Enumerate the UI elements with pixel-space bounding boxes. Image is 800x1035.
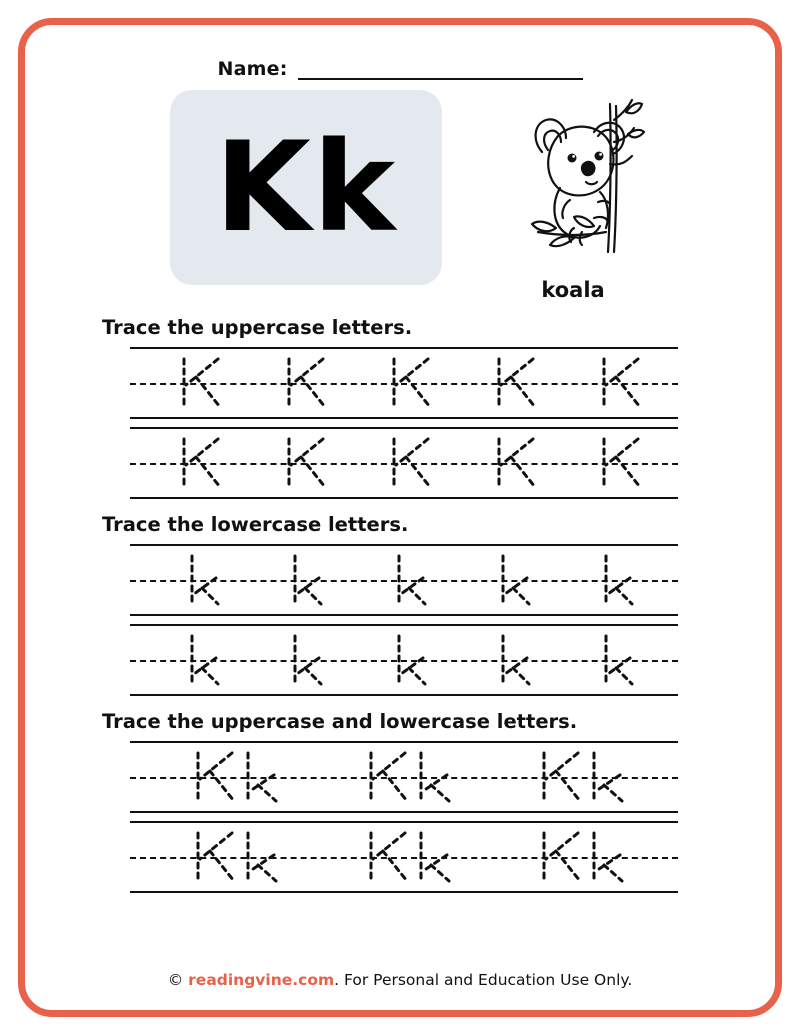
footer-text: . For Personal and Education Use Only.	[334, 971, 633, 989]
trace-row[interactable]	[130, 427, 678, 499]
trace-glyph-slot[interactable]	[471, 630, 561, 690]
koala-icon	[498, 90, 648, 274]
name-label: Name:	[217, 58, 288, 80]
worksheet-content	[18, 18, 782, 1017]
trace-glyph-slot[interactable]	[257, 353, 356, 413]
trace-glyph-slot[interactable]	[574, 630, 664, 690]
trace-glyph-slot[interactable]	[471, 550, 561, 610]
trace-row[interactable]	[130, 821, 678, 893]
trace-glyph-slot[interactable]	[573, 353, 672, 413]
trace-glyph-slot[interactable]	[362, 433, 461, 493]
glyph-strip	[130, 624, 678, 696]
trace-block-mixed	[130, 741, 678, 893]
trace-row[interactable]	[130, 624, 678, 696]
trace-glyph-slot[interactable]	[158, 827, 321, 887]
trace-glyph-slot[interactable]	[331, 827, 494, 887]
trace-glyph-slot[interactable]	[160, 550, 250, 610]
instruction-mixed: Trace the uppercase and lowercase letters.	[102, 710, 578, 733]
trace-glyph-slot[interactable]	[573, 433, 672, 493]
trace-glyph-slot[interactable]	[367, 630, 457, 690]
name-row	[70, 58, 730, 80]
trace-glyph-slot[interactable]	[264, 550, 354, 610]
picture-caption: koala	[541, 278, 605, 302]
glyph-strip	[130, 741, 678, 813]
trace-glyph-slot[interactable]	[468, 433, 567, 493]
trace-glyph-slot[interactable]	[331, 747, 494, 807]
trace-glyph-slot[interactable]	[505, 827, 668, 887]
brand-link[interactable]: readingvine.com	[188, 971, 335, 989]
footer	[18, 971, 782, 989]
trace-glyph-slot[interactable]	[505, 747, 668, 807]
picture-block	[488, 90, 658, 302]
trace-block-lowercase	[130, 544, 678, 696]
trace-glyph-slot[interactable]	[367, 550, 457, 610]
instruction-uppercase: Trace the uppercase letters.	[102, 316, 413, 339]
trace-glyph-slot[interactable]	[152, 433, 251, 493]
trace-glyph-slot[interactable]	[257, 433, 356, 493]
trace-glyph-slot[interactable]	[158, 747, 321, 807]
trace-glyph-slot[interactable]	[152, 353, 251, 413]
trace-row[interactable]	[130, 741, 678, 813]
trace-glyph-slot[interactable]	[574, 550, 664, 610]
trace-glyph-slot[interactable]	[468, 353, 567, 413]
glyph-strip	[130, 821, 678, 893]
trace-row[interactable]	[130, 347, 678, 419]
instruction-lowercase: Trace the lowercase letters.	[102, 513, 409, 536]
letter-card	[170, 90, 442, 285]
glyph-strip	[130, 347, 678, 419]
letter-card-glyph: Kk	[214, 115, 398, 260]
trace-block-uppercase	[130, 347, 678, 499]
glyph-strip	[130, 427, 678, 499]
trace-glyph-slot[interactable]	[264, 630, 354, 690]
worksheet-header	[70, 90, 730, 302]
name-input-line[interactable]	[298, 58, 583, 80]
trace-row[interactable]	[130, 544, 678, 616]
trace-glyph-slot[interactable]	[362, 353, 461, 413]
copyright-symbol: ©	[167, 971, 184, 989]
glyph-strip	[130, 544, 678, 616]
trace-glyph-slot[interactable]	[160, 630, 250, 690]
